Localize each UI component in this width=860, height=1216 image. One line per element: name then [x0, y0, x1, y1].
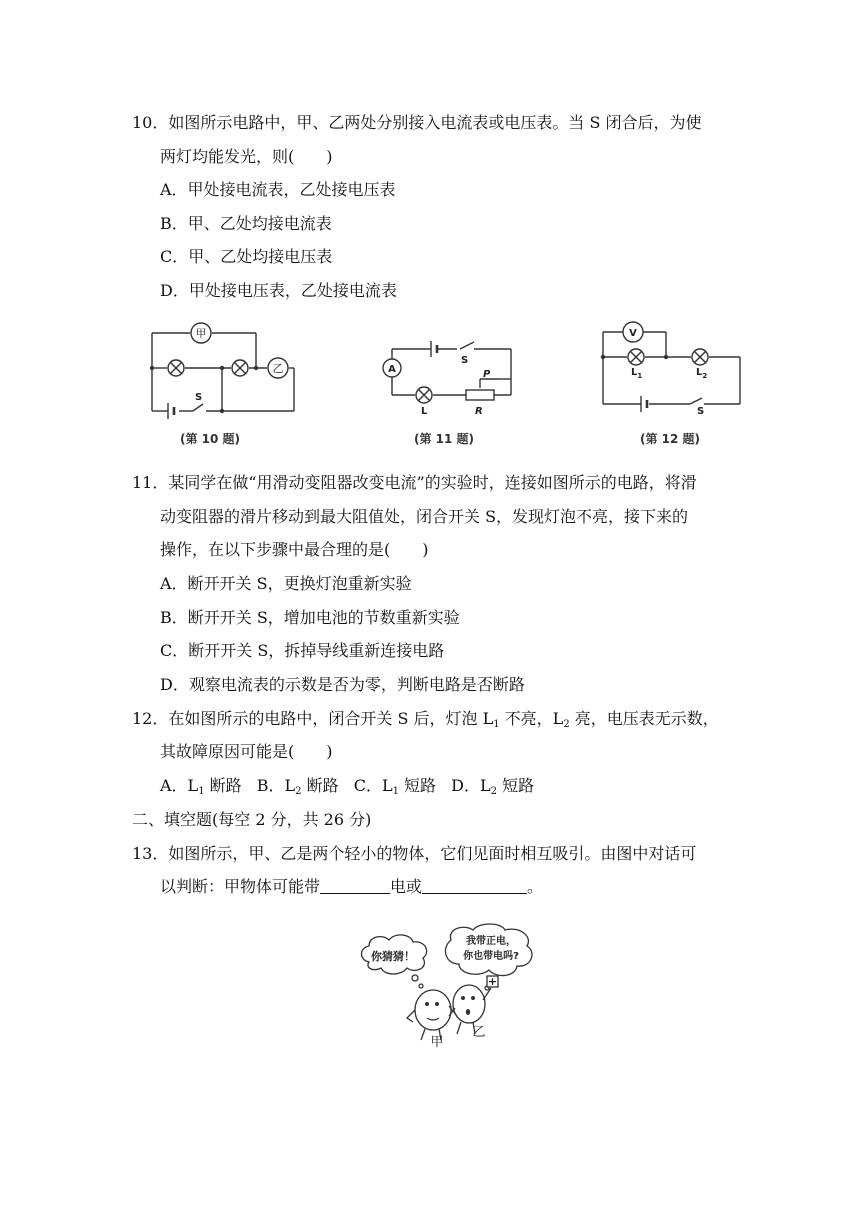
fig12-lamp2-label: $L_2$ — [696, 367, 708, 380]
q10-stem-line2: 两灯均能发光，则( ) — [160, 147, 333, 166]
fig10-switch-label: S — [195, 392, 203, 403]
plus-sign: + — [487, 975, 498, 988]
q10-stem-line1: 10．如图所示电路中，甲、乙两处分别接入电流表或电压表。当 S 闭合后，为使 — [132, 113, 702, 132]
bubble-left-text: 你猜猜！ — [371, 950, 415, 963]
q12-option-a: A．$L_1$ 断路 — [160, 776, 242, 797]
fig12-caption: (第 12 题) — [639, 432, 701, 446]
q12-stem-line2: 其故障原因可能是( ) — [160, 742, 333, 761]
q13-stem-line2: 以判断：甲物体可能带 电或 。 — [160, 877, 544, 896]
fig10-meter-jia-label: 甲 — [195, 327, 207, 340]
label-jia: 甲 — [430, 1035, 444, 1050]
fig10-meter-yi-label: 乙 — [272, 362, 284, 375]
q11-option-b: B．断开开关 S，增加电池的节数重新实验 — [160, 608, 460, 627]
q12-option-d: D．$L_2$ 短路 — [451, 776, 535, 797]
q12-option-c: C．$L_1$ 短路 — [353, 776, 437, 797]
q11-stem-line1: 11．某同学在做“用滑动变阻器改变电流”的实验时，连接如图所示的电路，将滑 — [132, 473, 697, 492]
q10-option-d: D．甲处接电压表，乙处接电流表 — [160, 281, 397, 300]
q13-stem-line1: 13．如图所示，甲、乙是两个轻小的物体，它们见面时相互吸引。由图中对话可 — [132, 844, 697, 863]
q13-blank-2[interactable] — [422, 879, 527, 894]
q11-option-a: A．断开开关 S，更换灯泡重新实验 — [160, 574, 412, 593]
fig11-resistor-label: R — [475, 406, 483, 417]
fig11-circuit — [383, 341, 511, 403]
fig10-caption: (第 10 题) — [179, 432, 241, 446]
q12-options — [160, 776, 534, 802]
q11-stem-line2: 动变阻器的滑片移动到最大阻值处，闭合开关 S，发现灯泡不亮，接下来的 — [160, 507, 689, 526]
fig11-switch-label: S — [461, 355, 469, 366]
fig12-circuit — [603, 322, 740, 412]
fig11-caption: (第 11 题) — [413, 432, 475, 446]
fig11-ammeter-label: A — [388, 364, 396, 375]
q10-option-a: A．甲处接电流表，乙处接电压表 — [160, 180, 396, 199]
q11-option-d: D．观察电流表的示数是否为零，判断电路是否断路 — [160, 675, 525, 694]
q12-stem-line1: 12．在如图所示的电路中，闭合开关 S 后，灯泡 $L_1$ 不亮，$L_2$ 亮，电压表无示数， — [132, 709, 719, 730]
label-yi: 乙 — [472, 1025, 486, 1040]
fig11-slider-label: P — [483, 369, 491, 380]
charge-dialogue-illustration — [355, 922, 545, 1050]
fig12-switch-label: S — [697, 406, 705, 417]
fig12-voltmeter-label: V — [629, 328, 637, 339]
fig12-lamp1-label: $L_1$ — [631, 367, 643, 380]
circuit-figures — [0, 315, 860, 455]
q13-blank-1[interactable] — [320, 879, 390, 894]
q11-stem-line3: 操作，在以下步骤中最合理的是( ) — [160, 540, 429, 559]
bubble-right-line1: 我带正电， — [466, 936, 516, 947]
section-2-heading: 二、填空题(每空 2 分，共 26 分) — [132, 810, 372, 829]
fig11-lamp-label: L — [421, 406, 428, 417]
q10-option-b: B．甲、乙处均接电流表 — [160, 214, 332, 233]
bubble-right-line2: 你也带电吗? — [463, 951, 519, 962]
q11-option-c: C．断开开关 S，拆掉导线重新连接电路 — [160, 641, 445, 660]
q12-option-b: B．$L_2$ 断路 — [256, 776, 339, 797]
q10-option-c: C．甲、乙处均接电压表 — [160, 247, 333, 266]
